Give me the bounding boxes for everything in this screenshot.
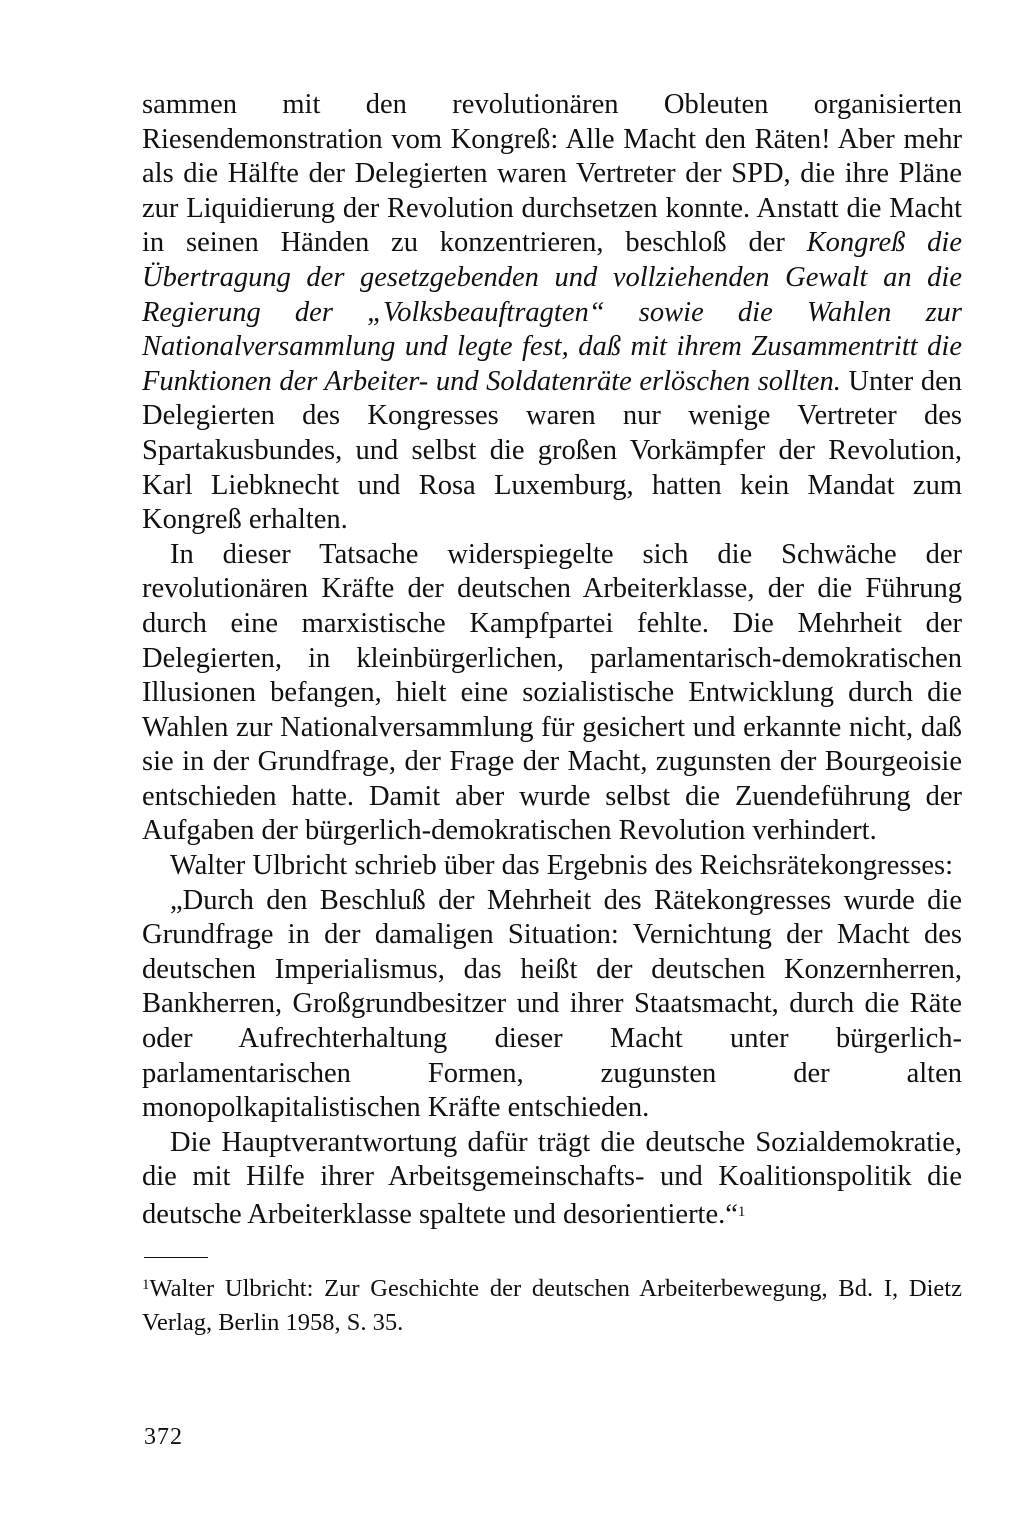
emphasized-text: Kongreß die Übertragung der gesetzgebenden und vollziehenden Gewalt an die Regierung der „Volksbeauftragten“ sowie die Wahlen zur Nationalversammlung und legte fest, daß mit ihrem Zusammentritt die Funktionen der Arbeiter- und Soldatenräte erlöschen sollten. [142, 227, 962, 397]
quotation-text: „Durch den Beschluß der Mehrheit des Rätekongresses wurde die Grundfrage in der damaligen Situation: Vernichtung der Macht des deutschen Imperialismus, das heißt der deutschen Konzernherren, Bankherren, Großgrundbesitzer und ihrer Staatsmacht, durch die Räte oder Aufrechterhaltung dieser Macht unter bürgerlich-parlamentarischen Formen, zugunsten der alten monopolkapitalistischen Kräfte entschieden. [142, 884, 962, 1124]
paragraph-text: In dieser Tatsache widerspiegelte sich die Schwäche der revolutionären Kräfte der deutschen Arbeiterklasse, der die Führung durch eine marxistische Kampfpartei fehlte. Die Mehrheit der Delegierten, in kleinbürgerlichen, parlamentarisch-demokratischen Illusionen befangen, hielt eine sozialistische Entwicklung durch die Wahlen zur Nationalversammlung für gesichert und erkannte nicht, daß sie in der Grundfrage, der Frage der Macht, zugunsten der Bourgeoisie entschieden hatte. Damit aber wurde selbst die Zuendeführung der Aufgaben der bürgerlich-demokratischen Revolution verhindert. [142, 538, 962, 847]
paragraph-text: Unter den Delegierten des Kongresses waren nur wenige Vertreter des Spartakusbundes, und selbst die großen Vorkämpfer der Revolution, Karl Liebknecht und Rosa Luxemburg, hatten kein Mandat zum Kongreß erhalten. [142, 365, 963, 536]
quotation-paragraph-1 [142, 884, 962, 1126]
paragraph-2 [142, 538, 962, 849]
footnote-divider [144, 1257, 208, 1258]
paragraph-1 [142, 88, 962, 538]
footnote-reference: 1 [737, 1204, 746, 1220]
paragraph-3 [142, 849, 962, 884]
footnote [142, 1268, 962, 1340]
footnote-marker: 1 [142, 1277, 150, 1293]
footnote-text: Walter Ulbricht: Zur Geschichte der deutschen Arbeiterbewegung, Bd. I, Dietz Verlag, Berlin 1958, S. 35. [142, 1275, 962, 1336]
page-number: 372 [144, 1424, 183, 1450]
body-text [142, 88, 962, 1233]
paragraph-text: Walter Ulbricht schrieb über das Ergebnis des Reichsrätekongresses: [170, 850, 954, 882]
quotation-text: Die Hauptverantwortung dafür trägt die deutsche Sozialdemokratie, die mit Hilfe ihrer Arbeitsgemeinschafts- und Koalitionspolitik die deutsche Arbeiterklasse spaltete und desorientierte.“ [142, 1126, 962, 1230]
quotation-paragraph-2 [142, 1126, 962, 1233]
paragraph-text: sammen mit den revolutionären Obleuten organisierten Riesendemonstration vom Kongreß: Alle Macht den Räten! Aber mehr als die Hälfte der Delegierten waren Vertreter der SPD, die ihre Pläne zur Liquidierung der Revolution durchsetzen konnte. Anstatt die Macht in seinen Händen zu konzentrieren, beschloß der [142, 89, 962, 259]
